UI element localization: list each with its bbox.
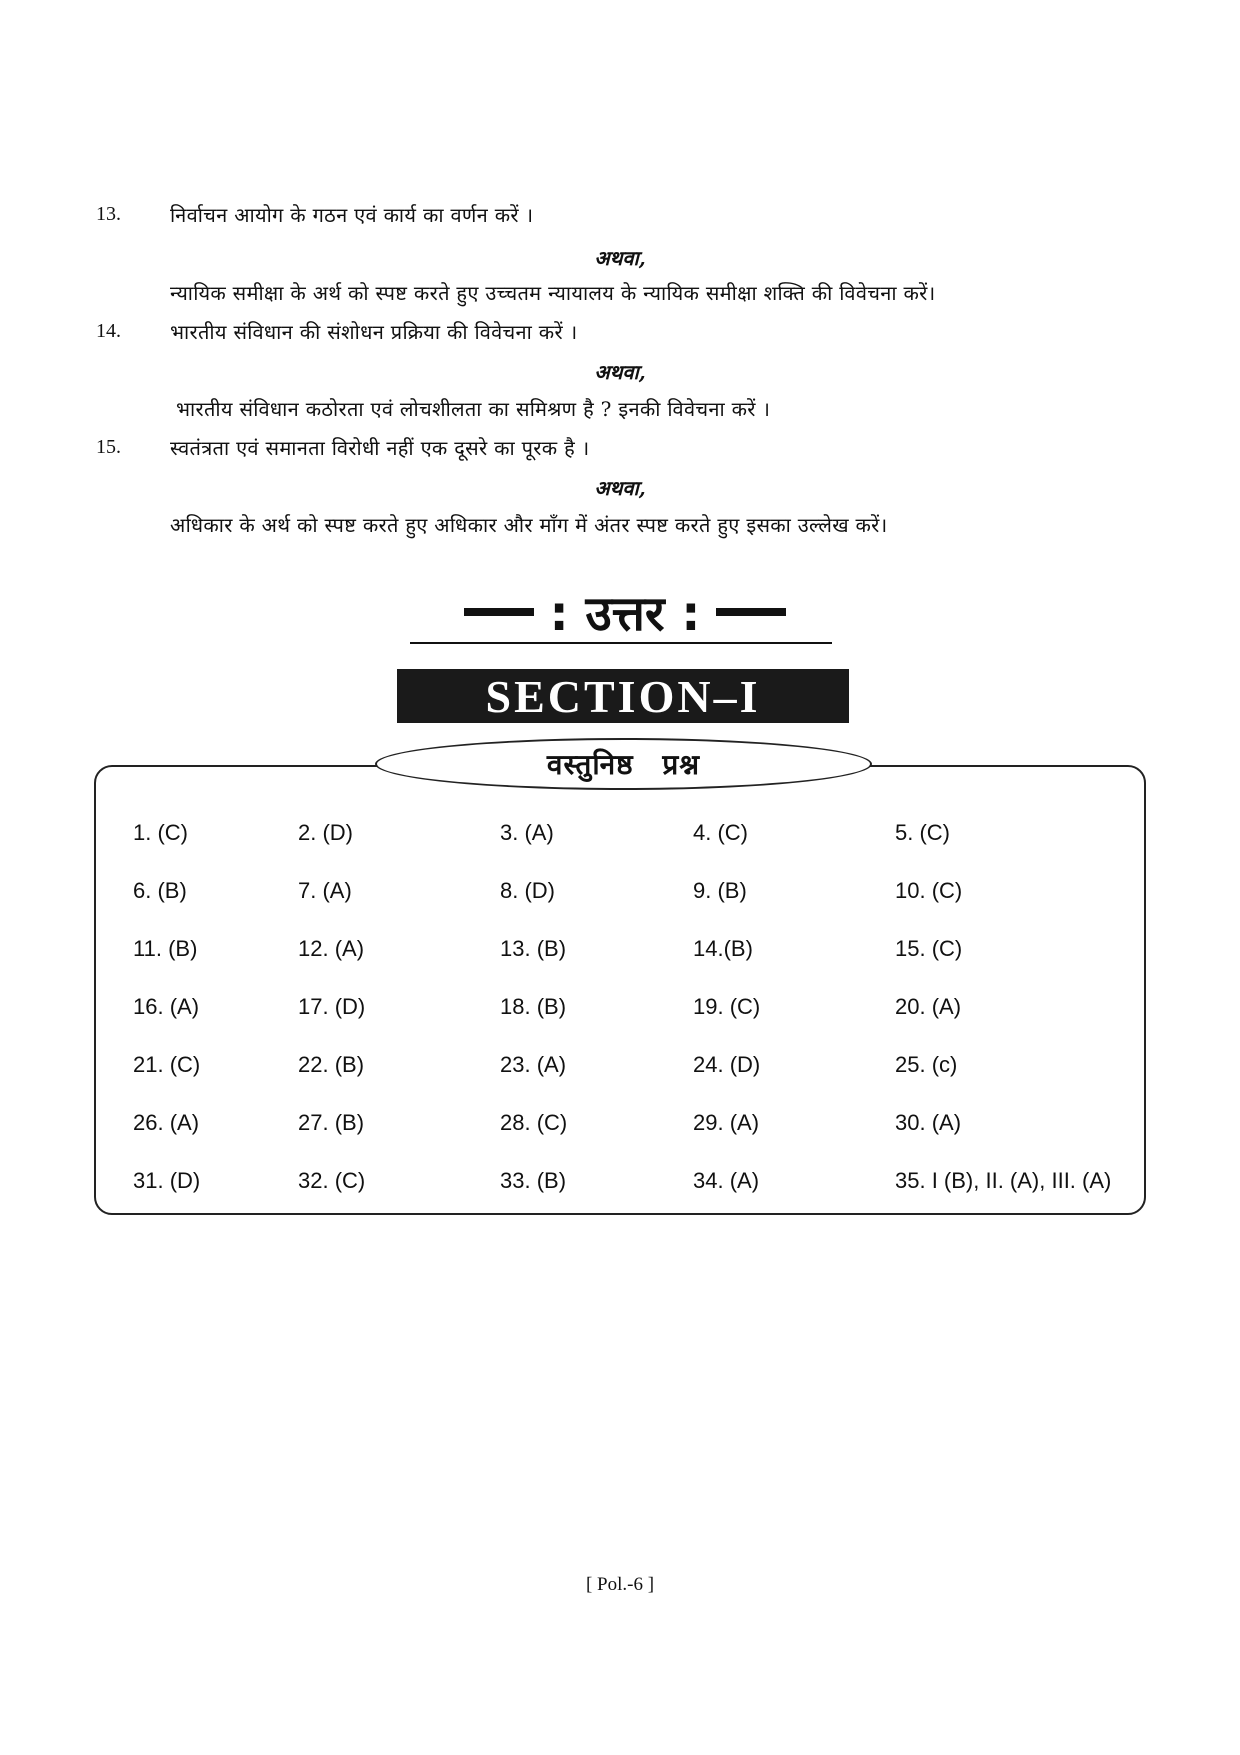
answer-item: 11. (B) bbox=[133, 936, 198, 961]
question-number: 15. bbox=[96, 436, 121, 458]
question-alt-text: न्यायिक समीक्षा के अर्थ को स्पष्ट करते हुए उच्चतम न्यायालय के न्यायिक समीक्षा शक्ति की विवेचना करें। bbox=[170, 281, 936, 305]
or-label: अथवा, bbox=[594, 360, 646, 384]
question-number: 14. bbox=[96, 320, 121, 342]
answer-item: 5. (C) bbox=[895, 820, 950, 845]
question-text: निर्वाचन आयोग के गठन एवं कार्य का वर्णन करें । bbox=[170, 203, 534, 227]
answer-item: 1. (C) bbox=[133, 820, 188, 845]
heading-underline bbox=[410, 642, 832, 644]
answer-item: 4. (C) bbox=[693, 820, 748, 845]
answer-item: 19. (C) bbox=[693, 994, 761, 1019]
answer-item: 24. (D) bbox=[693, 1052, 761, 1077]
answer-item: 8. (D) bbox=[500, 878, 555, 903]
heading-dash-left bbox=[464, 608, 534, 616]
page-footer: [ Pol.-6 ] bbox=[585, 1574, 655, 1595]
section-title: SECTION–I bbox=[397, 669, 849, 723]
answer-item: 35. I (B), II. (A), III. (A) bbox=[895, 1168, 1112, 1193]
or-label: अथवा, bbox=[594, 476, 646, 500]
answer-item: 10. (C) bbox=[895, 878, 963, 903]
answer-item: 33. (B) bbox=[500, 1168, 567, 1193]
answer-item: 31. (D) bbox=[133, 1168, 201, 1193]
answer-item: 29. (A) bbox=[693, 1110, 760, 1135]
question-text: स्वतंत्रता एवं समानता विरोधी नहीं एक दूसरे का पूरक है । bbox=[170, 436, 590, 460]
answer-item: 3. (A) bbox=[500, 820, 554, 845]
objective-title: वस्तुनिष्ठ प्रश्न bbox=[546, 748, 701, 781]
answer-item: 32. (C) bbox=[298, 1168, 366, 1193]
question-text: भारतीय संविधान की संशोधन प्रक्रिया की विवेचना करें । bbox=[170, 320, 578, 344]
answer-item: 23. (A) bbox=[500, 1052, 567, 1077]
answer-item: 9. (B) bbox=[693, 878, 747, 903]
answer-item: 2. (D) bbox=[298, 820, 353, 845]
or-label: अथवा, bbox=[594, 246, 646, 270]
answer-item: 25. (c) bbox=[895, 1052, 958, 1077]
answer-key-box bbox=[94, 765, 1146, 1215]
question-alt-text: भारतीय संविधान कठोरता एवं लोचशीलता का समिश्रण है ? इनकी विवेचना करें । bbox=[176, 397, 771, 421]
answer-item: 17. (D) bbox=[298, 994, 366, 1019]
answer-item: 20. (A) bbox=[895, 994, 962, 1019]
answer-item: 22. (B) bbox=[298, 1052, 365, 1077]
answer-item: 30. (A) bbox=[895, 1110, 962, 1135]
answer-item: 28. (C) bbox=[500, 1110, 568, 1135]
answer-item: 12. (A) bbox=[298, 936, 365, 961]
answer-item: 21. (C) bbox=[133, 1052, 201, 1077]
answer-item: 34. (A) bbox=[693, 1168, 760, 1193]
question-alt-text: अधिकार के अर्थ को स्पष्ट करते हुए अधिकार और माँग में अंतर स्पष्ट करते हुए इसका उल्लेख करें। bbox=[170, 513, 888, 537]
heading-dash-right bbox=[716, 608, 786, 616]
answer-item: 7. (A) bbox=[298, 878, 352, 903]
answer-item: 6. (B) bbox=[133, 878, 187, 903]
answer-item: 26. (A) bbox=[133, 1110, 200, 1135]
answer-item: 27. (B) bbox=[298, 1110, 365, 1135]
answer-heading bbox=[410, 580, 840, 644]
objective-title-oval bbox=[375, 738, 872, 790]
answer-heading-text: : उत्तर : bbox=[549, 585, 701, 642]
answer-item: 14.(B) bbox=[693, 936, 753, 961]
answer-item: 16. (A) bbox=[133, 994, 200, 1019]
answer-item: 13. (B) bbox=[500, 936, 567, 961]
answer-item: 15. (C) bbox=[895, 936, 963, 961]
question-number: 13. bbox=[96, 203, 121, 225]
answer-item: 18. (B) bbox=[500, 994, 567, 1019]
